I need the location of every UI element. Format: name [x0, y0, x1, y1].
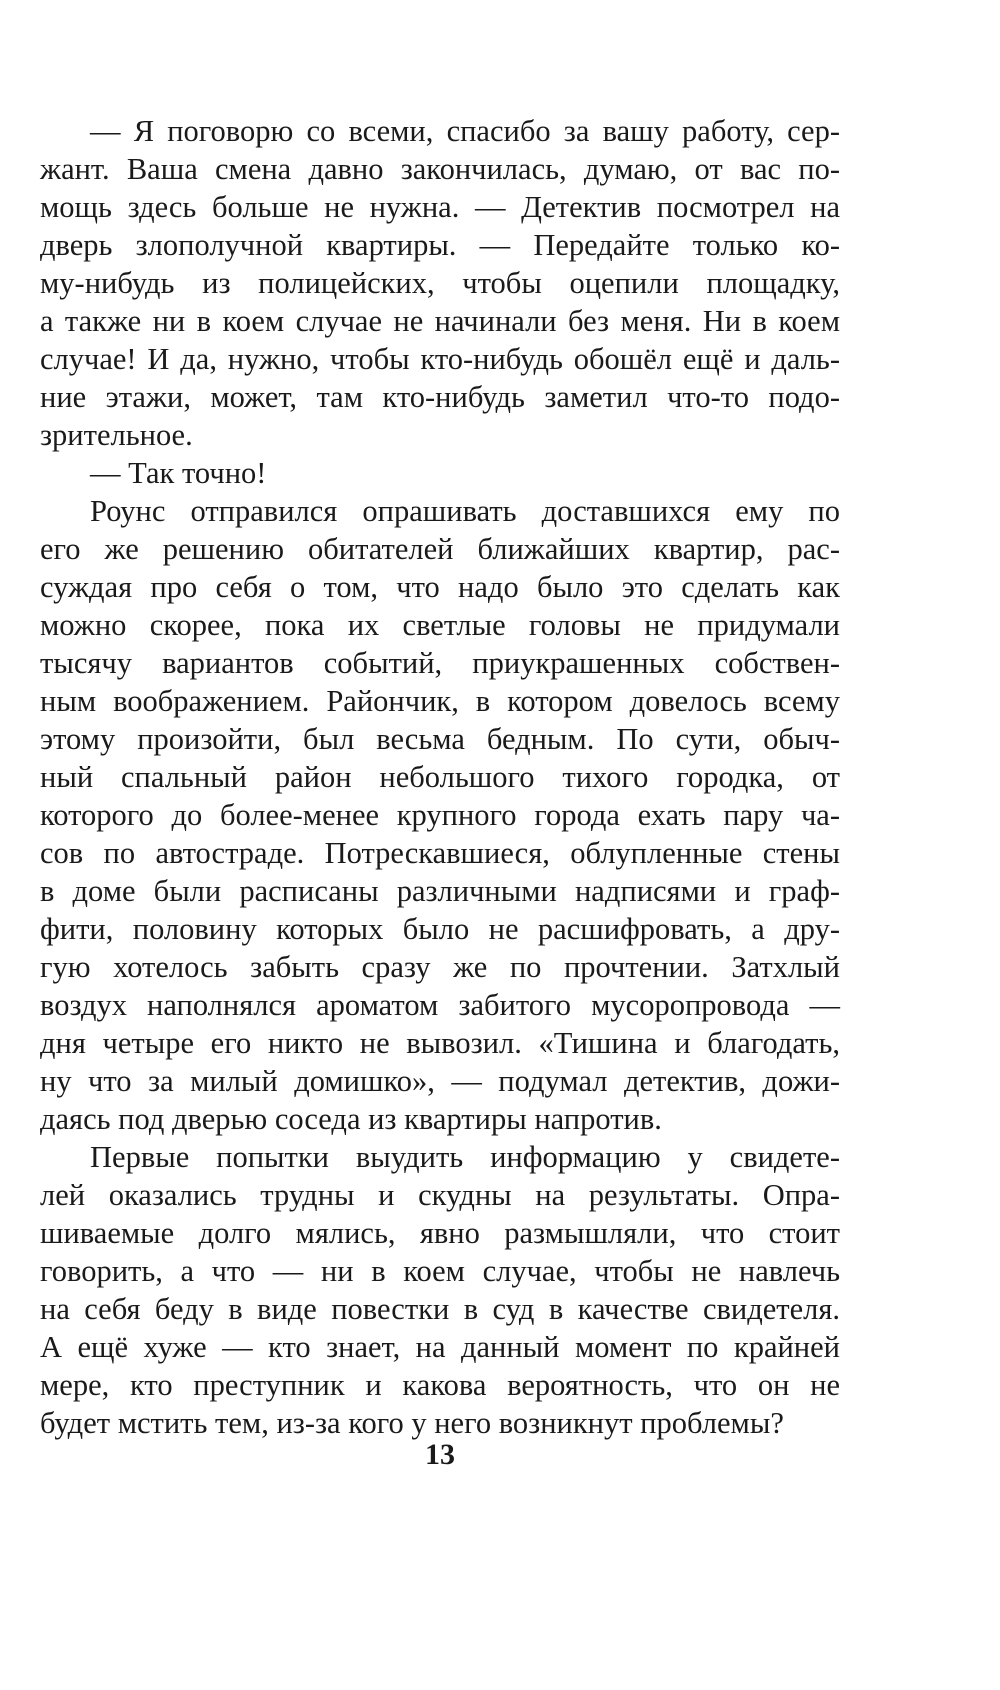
text-line: говорить, а что — ни в коем случае, чтобы не навлечь: [40, 1254, 840, 1288]
text-line: дверь злополучной квартиры. — Передайте только ко-: [40, 228, 840, 262]
text-line: Первые попытки выудить информацию у свидете-: [90, 1140, 840, 1174]
text-line: мере, кто преступник и какова вероятность, что он не: [40, 1368, 840, 1402]
book-page-text: [40, 112, 840, 1442]
text-line: зрительное.: [40, 418, 193, 452]
text-line: случае! И да, нужно, чтобы кто-нибудь обошёл ещё и даль-: [40, 342, 840, 376]
text-line: ние этажи, может, там кто-нибудь заметил что-то подо-: [40, 380, 840, 414]
text-line: а также ни в коем случае не начинали без меня. Ни в коем: [40, 304, 840, 338]
text-line: будет мстить тем, из-за кого у него возникнут проблемы?: [40, 1406, 784, 1440]
page-number: 13: [425, 1438, 455, 1471]
text-line: ным воображением. Райончик, в котором довелось всему: [40, 684, 840, 718]
text-line: — Так точно!: [90, 456, 267, 490]
text-line: гую хотелось забыть сразу же по прочтении. Затхлый: [40, 950, 840, 984]
text-line: му-нибудь из полицейских, чтобы оцепили площадку,: [40, 266, 840, 300]
text-line: ну что за милый домишко», — подумал детектив, дожи-: [40, 1064, 840, 1098]
text-line: которого до более-менее крупного города ехать пару ча-: [40, 798, 840, 832]
text-line: ный спальный район небольшого тихого городка, от: [40, 760, 840, 794]
text-line: — Я поговорю со всеми, спасибо за вашу работу, сер-: [90, 114, 840, 148]
text-line: тысячу вариантов событий, приукрашенных собствен-: [40, 646, 840, 680]
text-line: воздух наполнялся ароматом забитого мусоропровода —: [40, 988, 840, 1022]
text-line: шиваемые долго мялись, явно размышляли, что стоит: [40, 1216, 840, 1250]
text-line: на себя беду в виде повестки в суд в качестве свидетеля.: [40, 1292, 840, 1326]
text-line: его же решению обитателей ближайших квартир, рас-: [40, 532, 840, 566]
text-line: Роунс отправился опрашивать доставшихся ему по: [90, 494, 840, 528]
text-line: дня четыре его никто не вывозил. «Тишина и благодать,: [40, 1026, 840, 1060]
text-line: сов по автостраде. Потрескавшиеся, облупленные стены: [40, 836, 840, 870]
text-line: в доме были расписаны различными надписями и граф-: [40, 874, 840, 908]
text-line: фити, половину которых было не расшифровать, а дру-: [40, 912, 840, 946]
text-line: можно скорее, пока их светлые головы не придумали: [40, 608, 840, 642]
text-line: суждая про себя о том, что надо было это сделать как: [40, 570, 840, 604]
text-line: жант. Ваша смена давно закончилась, думаю, от вас по-: [40, 152, 840, 186]
text-line: А ещё хуже — кто знает, на данный момент по крайней: [40, 1330, 840, 1364]
text-line: мощь здесь больше не нужна. — Детектив посмотрел на: [40, 190, 840, 224]
text-line: лей оказались трудны и скудны на результаты. Опра-: [40, 1178, 840, 1212]
text-line: даясь под дверью соседа из квартиры напротив.: [40, 1102, 662, 1136]
text-line: этому произойти, был весьма бедным. По сути, обыч-: [40, 722, 840, 756]
